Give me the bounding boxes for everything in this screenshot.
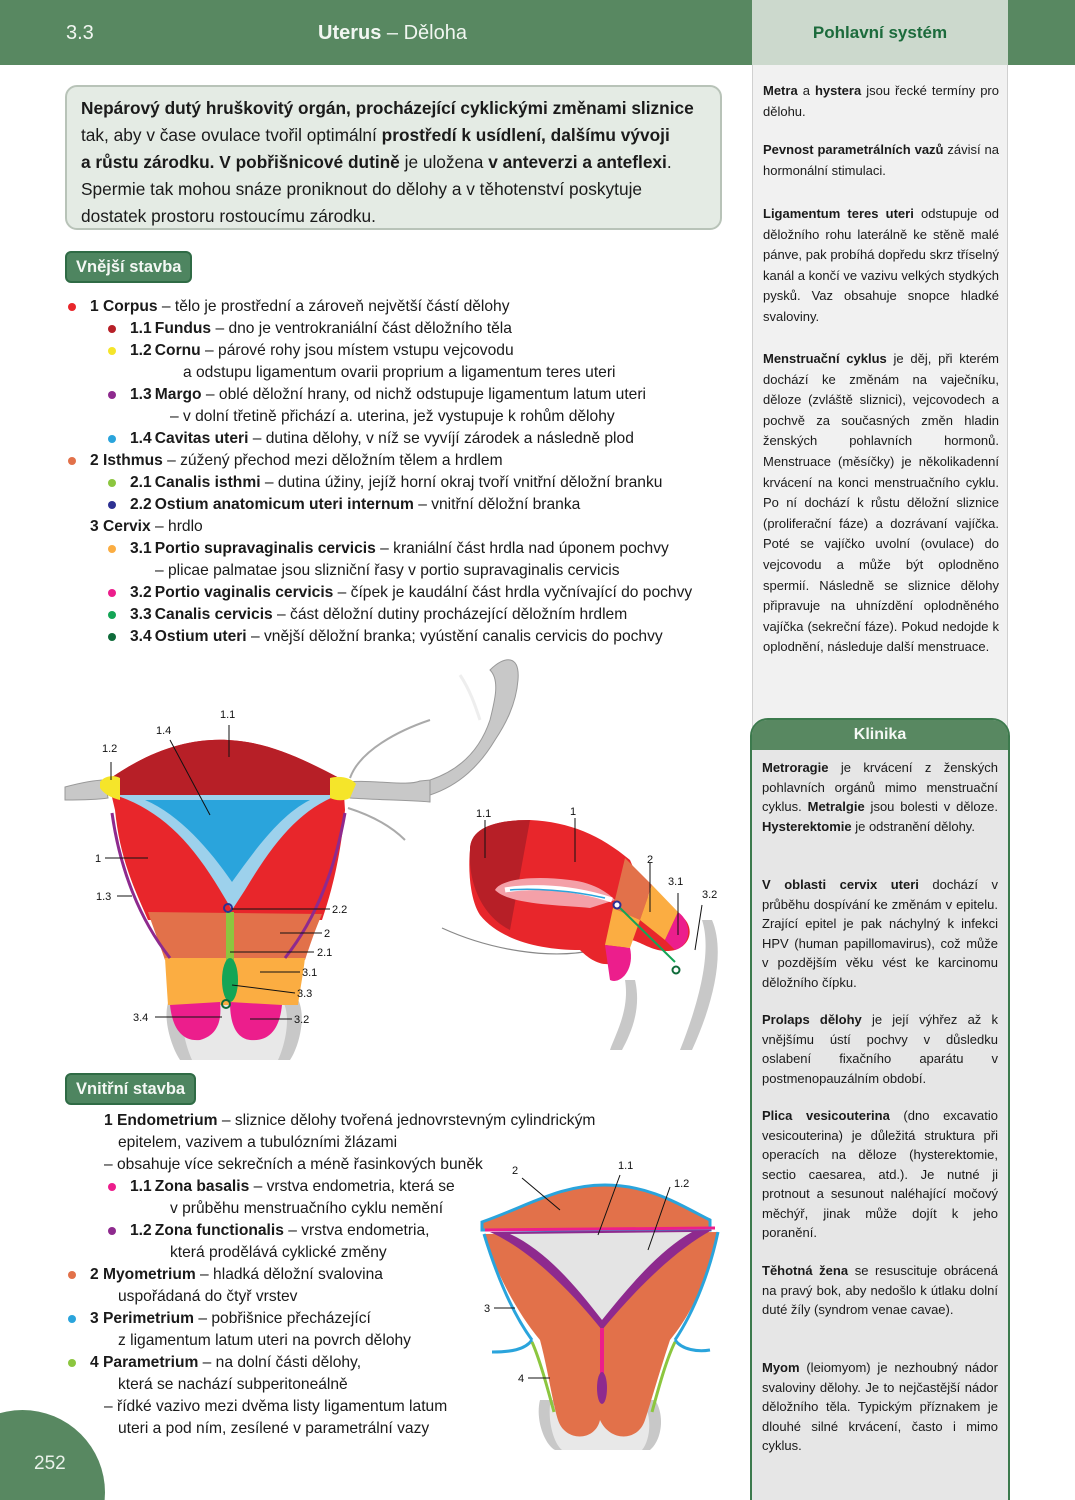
section-heading-inner: Vnitřní stavba (65, 1073, 196, 1105)
inner-list-item-continuation: uteri a pod ním, zesílené v parametrální vazy (118, 1420, 430, 1437)
bullet-dot-icon (68, 303, 76, 311)
title-czech: – Děloha (381, 22, 467, 44)
item-term: 3 Perimetrium (90, 1310, 195, 1327)
klinika-note-tehotna (762, 1261, 998, 1320)
inner-list-item (90, 1352, 361, 1374)
page-number: 252 (34, 1453, 66, 1474)
side-label: 1 (570, 806, 577, 818)
item-term: 4 Parametrium (90, 1354, 199, 1371)
outer-list-item (90, 450, 503, 472)
klinika-note-prolaps (762, 1010, 998, 1088)
item-term: 3.3 Canalis cervicis (130, 606, 273, 623)
front-label: 3.4 (133, 1012, 149, 1024)
bullet-dot-icon (108, 501, 116, 509)
note-text: je krvácení z ženských pohlavních orgánů mimo menstruační cyklus. (762, 760, 998, 814)
note-text: odstupuje od děložního rohu laterálně ke stěně malé pánve, pak probíhá dopředu skrz tříselný kanál a končí ve vazivu velkých stydkých pysků. Vaz obsahuje snopce hladké svaloviny. (763, 206, 999, 324)
intro-text: je uložena (399, 152, 489, 172)
note-term: Plica vesicouterina (762, 1108, 890, 1123)
inner-list-item-continuation: v průběhu menstruačního cyklu nemění (170, 1200, 444, 1217)
side-label: 2 (647, 854, 654, 866)
layers-label: 4 (518, 1373, 525, 1385)
layers-label: 3 (484, 1303, 491, 1315)
outer-list-item (130, 582, 692, 604)
note-term: Těhotná žena (762, 1263, 849, 1278)
item-term: 3.1 Portio supravaginalis cervicis (130, 540, 376, 557)
outer-list-item (90, 296, 510, 318)
item-term: 1.4 Cavitas uteri (130, 430, 249, 447)
inner-list-item-continuation: která prodělává cyklické změny (170, 1244, 387, 1261)
outer-list-item (90, 516, 203, 538)
item-desc: – na dolní části dělohy, (198, 1354, 362, 1371)
item-desc: – vnitřní děložní branka (413, 496, 581, 513)
inner-list-item (90, 1308, 371, 1330)
layers-label: 2 (512, 1165, 519, 1177)
item-term: 1.1 Zona basalis (130, 1178, 250, 1195)
uterus-front-diagram (60, 650, 440, 1060)
intro-line (81, 122, 706, 149)
note-text: je děj, při kterém dochází ke změnám na vaječníku, děloze (zvláště sliznici), vejcovodech a pochvě za současných změn hladin ženských pohlavních hormonů. Menstruace (měsíčky) je několikadenní krvácení na konci menstruačního cyklu. Po ní dochází k růstu děložní sliznice (proliferační fáze) a dozrávaní vajíčka. Poté se vajíčko uvolní (ovulace) do vejcovodu a může být oplodněno spermií. Následně se sliznice dělohy připravuje na uhnízdění oplodněného vajíčka (sekreční fáze). Pokud nedojde k oplodnění, následuje další menstruace. (763, 351, 1000, 655)
item-desc: – vrstva endometria, (283, 1222, 430, 1239)
outer-list-item (130, 604, 627, 626)
side-label: 3.2 (702, 889, 718, 901)
klinika-note-plica (762, 1106, 998, 1243)
item-term: 1.2 Cornu (130, 342, 201, 359)
front-label: 3.1 (302, 967, 318, 979)
bullet-dot-icon (68, 457, 76, 465)
inner-list-item-continuation: uspořádaná do čtyř vrstev (118, 1288, 298, 1305)
uterus-layers-diagram (470, 1150, 740, 1450)
inner-list-item (130, 1176, 455, 1198)
klinika-heading: Klinika (752, 720, 1008, 750)
item-term: 3.4 Ostium uteri (130, 628, 247, 645)
intro-text: tak, aby v čase ovulace tvořil optimální (81, 125, 382, 145)
item-desc: – sliznice dělohy tvořená jednovrstevným cylindrickým (217, 1112, 596, 1129)
bullet-dot-icon (108, 545, 116, 553)
item-term: 2.1 Canalis isthmi (130, 474, 261, 491)
item-desc: – hrdlo (150, 518, 203, 535)
bullet-dot-icon (68, 1315, 76, 1323)
note-term: Myom (762, 1360, 800, 1375)
note-text: (leiomyom) je nezhoubný nádor svaloviny dělohy. Je to nejčastější nádor děložního těla. Typickým příznakem je dlouhé silné krvácení, často i mimo cyklus. (762, 1360, 998, 1453)
item-term: 2.2 Ostium anatomicum uteri internum (130, 496, 414, 513)
chapter-title: Pohlavní systém (812, 22, 948, 42)
inner-list-item-continuation: která se nachází subperitoneálně (118, 1376, 348, 1393)
item-desc: – čípek je kaudální část hrdla vyčnívající do pochvy (333, 584, 693, 601)
note-term: Hysterektomie (762, 818, 852, 834)
sidebar-note-metra (763, 81, 999, 122)
item-desc: – vnější děložní branka; vyústění canalis cervicis do pochvy (246, 628, 663, 645)
bullet-dot-icon (108, 589, 116, 597)
note-text: (dno excavatio vesicouterina) je důležitá struktura při operacích na děloze (hysterektomie, sectio caesarea, atd.). Je nutné ji protnout a sesunout naléhající močový měchýř, jinak může dojít k jeho poranění. (762, 1108, 998, 1240)
front-label: 2 (324, 928, 331, 940)
item-term: 3 Cervix (90, 518, 151, 535)
outer-list-item (130, 538, 669, 560)
bullet-dot-icon (108, 479, 116, 487)
front-label: 1.2 (102, 743, 118, 755)
item-term: 2 Isthmus (90, 452, 163, 469)
item-desc: – vrstva endometria, která se (249, 1178, 455, 1195)
item-desc: – tělo je prostřední a zároveň největší částí dělohy (157, 298, 510, 315)
page-header (0, 0, 1075, 65)
note-text: jsou řecké termíny pro dělohu. (763, 83, 999, 119)
note-term: Menstruační cyklus (763, 351, 887, 366)
item-term: 3.2 Portio vaginalis cervicis (130, 584, 334, 601)
page-title (318, 22, 467, 45)
intro-line (81, 95, 706, 122)
note-term: Metra (763, 83, 798, 98)
section-heading-outer: Vnější stavba (65, 251, 192, 283)
note-text: a (797, 83, 815, 98)
bullet-dot-icon (68, 1359, 76, 1367)
klinika-note-metroragie (762, 758, 998, 836)
intro-line: Spermie tak mohou snáze proniknout do dělohy a v těhotenství poskytuje (81, 179, 643, 199)
note-text: je odstranění dělohy. (851, 818, 975, 834)
outer-list-item (130, 340, 514, 362)
item-desc: – oblé děložní hrany, od nichž odstupuje ligamentum latum uteri (201, 386, 646, 403)
bullet-dot-icon (108, 325, 116, 333)
sidebar-note-pevnost (763, 140, 999, 181)
inner-list-item-continuation: – řídké vazivo mezi dvěma listy ligamentum latum (104, 1398, 448, 1415)
front-label: 1.1 (220, 709, 236, 721)
item-desc: – pobřišnice přecházející (194, 1310, 371, 1327)
outer-list-item (130, 626, 663, 648)
inner-list-item-continuation: z ligamentum latum uteri na povrch dělohy (118, 1332, 411, 1349)
front-label: 3.2 (294, 1014, 310, 1026)
klinika-box (750, 718, 1010, 1500)
intro-line (81, 149, 706, 176)
front-label: 2.2 (332, 904, 348, 916)
item-term: 2 Myometrium (90, 1266, 196, 1283)
inner-list-item-continuation: – obsahuje více sekrečních a méně řasinkových buněk (104, 1156, 483, 1173)
note-text: je její výhřez až k vnějšímu ústí pochvy v důsledku oslabení fixačního aparátu v postmenopauzálním období. (762, 1012, 998, 1086)
layers-label: 1.2 (674, 1178, 690, 1190)
outer-list-item (130, 428, 634, 450)
item-desc: – kraniální část hrdla nad úponem pochvy (375, 540, 669, 557)
bullet-dot-icon (108, 1183, 116, 1191)
note-term: Pevnost parametrálních vazů (763, 142, 944, 157)
outer-list-item (130, 318, 512, 340)
item-desc: – část děložní dutiny procházející děložním hrdlem (272, 606, 628, 623)
note-text: se resuscituje obrácená na pravý bok, aby nedošlo k útlaku dolní duté žíly (syndrom venae cavae). (762, 1263, 998, 1317)
item-desc: – párové rohy jsou místem vstupu vejcovodu (200, 342, 514, 359)
inner-list-item (104, 1110, 595, 1132)
sidebar-note-menstruace (763, 349, 999, 658)
klinika-note-myom (762, 1358, 998, 1456)
intro-text: . (666, 152, 672, 172)
title-latin: Uterus (318, 22, 382, 44)
item-desc: – dutina dělohy, v níž se vyvíjí zárodek a následně plod (248, 430, 634, 447)
intro-line: dostatek prostoru rostoucímu zárodku. (81, 206, 376, 226)
item-term: 1.3 Margo (130, 386, 202, 403)
bullet-dot-icon (108, 435, 116, 443)
note-term: hystera (814, 83, 862, 98)
intro-bold: v anteverzi a anteflexi (488, 152, 667, 172)
front-label: 1.4 (156, 725, 172, 737)
item-desc: – hladká děložní svalovina (195, 1266, 383, 1283)
inner-list-item-continuation: epitelem, vazivem a tubulózními žlázami (118, 1134, 398, 1151)
outer-list-item-continuation: – plicae palmatae jsou slizniční řasy v portio supravaginalis cervicis (155, 562, 620, 579)
item-desc: – dno je ventrokraniální část děložního těla (211, 320, 512, 337)
item-term: 1.1 Fundus (130, 320, 212, 337)
item-desc: – zúžený přechod mezi děložním tělem a hrdlem (162, 452, 503, 469)
note-term: Metroragie (762, 760, 829, 775)
outer-list-item (130, 472, 662, 494)
intro-box (65, 85, 722, 230)
front-label: 3.3 (297, 988, 313, 1000)
klinika-note-cervix (762, 875, 998, 992)
intro-bold: Nepárový dutý hruškovitý orgán, procházející cyklickými změnami sliznice (81, 98, 694, 118)
chapter-tab (752, 0, 1008, 65)
outer-list-item-continuation: – v dolní třetině přichází a. uterina, jež vystupuje k rohům dělohy (170, 408, 615, 425)
bullet-dot-icon (108, 611, 116, 619)
note-text: závisí na hormonální stimulaci. (763, 142, 999, 178)
note-term: Prolaps dělohy (762, 1012, 862, 1027)
side-label: 3.1 (668, 876, 684, 888)
outer-list-item-continuation: a odstupu ligamentum ovarii proprium a ligamentum teres uteri (183, 364, 616, 381)
note-term: Ligamentum teres uteri (763, 206, 914, 221)
item-term: 1.2 Zona functionalis (130, 1222, 284, 1239)
outer-list-item (130, 384, 646, 406)
note-term: V oblasti cervix uteri (762, 877, 919, 892)
item-term: 1 Corpus (90, 298, 158, 315)
bullet-dot-icon (108, 391, 116, 399)
layers-label: 1.1 (618, 1160, 634, 1172)
uterus-side-diagram (430, 650, 740, 1060)
intro-bold: a růstu zárodku. V pobřišnicové dutině (81, 152, 400, 172)
bullet-dot-icon (108, 1227, 116, 1235)
bullet-dot-icon (108, 633, 116, 641)
intro-bold: prostředí k usídlení, dalšímu vývoji (381, 125, 670, 145)
front-label: 1.3 (96, 891, 112, 903)
inner-list-item (130, 1220, 430, 1242)
inner-list-item (90, 1264, 383, 1286)
bullet-dot-icon (108, 347, 116, 355)
item-desc: – dutina úžiny, jejíž horní okraj tvoří vnitřní děložní branku (260, 474, 663, 491)
outer-list-item (130, 494, 580, 516)
sidebar-note-ligamentum (763, 204, 999, 328)
bullet-dot-icon (68, 1271, 76, 1279)
section-number: 3.3 (66, 22, 94, 44)
note-text: jsou bolesti v děloze. (864, 799, 999, 814)
side-label: 1.1 (476, 808, 492, 820)
front-label: 2.1 (317, 947, 333, 959)
front-label: 1 (95, 853, 102, 865)
note-term: Metralgie (807, 799, 865, 814)
note-text: dochází v průběhu dospívání ke změnám v epitelu. Zrající epitel je pak náchylný k infekci HPV (human papillomavirus), což může v pozdějším věku vést ke karcinomu děložního čípku. (762, 877, 998, 990)
item-term: 1 Endometrium (104, 1112, 218, 1129)
